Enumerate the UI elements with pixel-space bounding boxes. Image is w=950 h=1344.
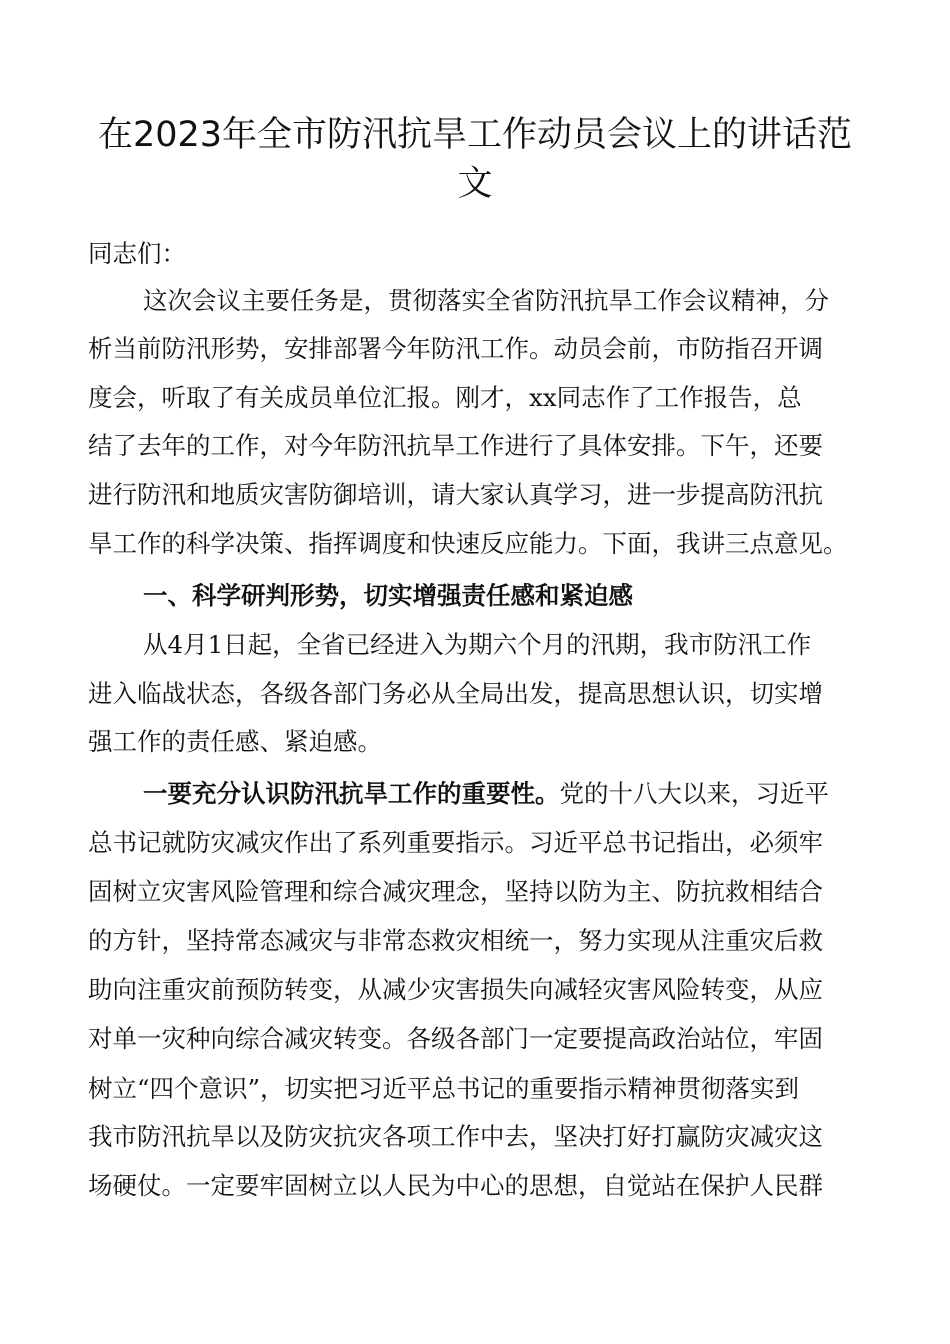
paragraph-line: 的方针，坚持常态减灾与非常态救灾相统一，努力实现从注重灾后救 <box>88 926 823 955</box>
paragraph-line: 进行防汛和地质灾害防御培训，请大家认真学习，进一步提高防汛抗 <box>88 480 823 509</box>
paragraph-line: 我市防汛抗旱以及防灾抗灾各项工作中去，坚决打好打赢防灾减灾这 <box>88 1122 823 1151</box>
paragraph-line: 从4月1日起，全省已经进入为期六个月的汛期，我市防汛工作 <box>143 630 812 659</box>
paragraph-line: 度会，听取了有关成员单位汇报。刚才，xx同志作了工作报告，总 <box>88 383 802 412</box>
point-1-lead-rest: 党的十八大以来，习近平 <box>559 779 829 808</box>
paragraph-line: 助向注重灾前预防转变，从减少灾害损失向减轻灾害风险转变，从应 <box>88 975 823 1004</box>
document-title-line-1: 在2023年全市防汛抗旱工作动员会议上的讲话范 <box>97 115 853 155</box>
paragraph-line: 旱工作的科学决策、指挥调度和快速反应能力。下面，我讲三点意见。 <box>88 529 848 558</box>
paragraph-line: 进入临战状态，各级各部门务必从全局出发，提高思想认识，切实增 <box>88 679 823 708</box>
paragraph-line: 场硬仗。一定要牢固树立以人民为中心的思想，自觉站在保护人民群 <box>88 1171 823 1200</box>
paragraph-line: 强工作的责任感、紧迫感。 <box>88 727 382 756</box>
paragraph-line: 对单一灾种向综合减灾转变。各级各部门一定要提高政治站位，牢固 <box>88 1024 823 1053</box>
paragraph-line: 析当前防汛形势，安排部署今年防汛工作。动员会前，市防指召开调 <box>88 334 823 363</box>
salutation: 同志们： <box>88 239 186 268</box>
paragraph-line: 结了去年的工作，对今年防汛抗旱工作进行了具体安排。下午，还要 <box>88 431 823 460</box>
paragraph-line: 这次会议主要任务是，贯彻落实全省防汛抗旱工作会议精神，分 <box>143 286 829 315</box>
point-1-bold-lead: 一要充分认识防汛抗旱工作的重要性。 <box>143 779 560 808</box>
paragraph-line: 总书记就防灾减灾作出了系列重要指示。习近平总书记指出，必须牢 <box>88 828 823 857</box>
paragraph-line: 树立“四个意识”，切实把习近平总书记的重要指示精神贯彻落实到 <box>88 1074 800 1103</box>
point-1-first-line <box>143 770 923 817</box>
paragraph-line: 固树立灾害风险管理和综合减灾理念，坚持以防为主、防抗救相结合 <box>88 877 823 906</box>
section-heading: 一、科学研判形势，切实增强责任感和紧迫感 <box>143 581 633 610</box>
document-title-line-2: 文 <box>457 164 493 204</box>
